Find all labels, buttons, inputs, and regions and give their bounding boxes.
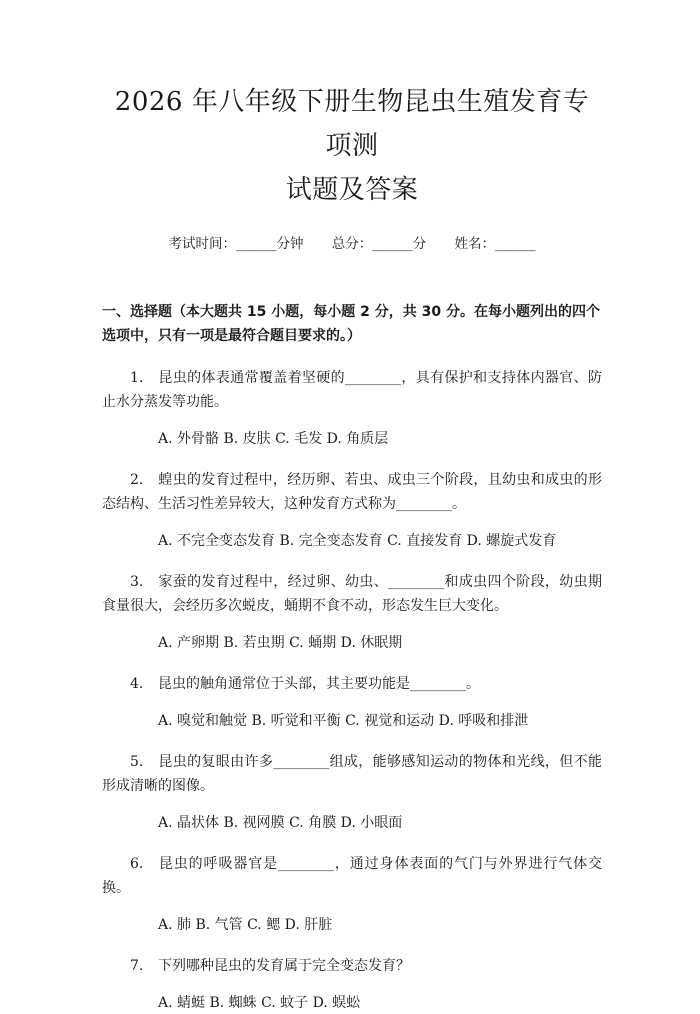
question-number: 1. (130, 370, 144, 386)
question-stem: 昆虫的呼吸器官是________，通过身体表面的气门与外界进行气体交换。 (102, 856, 602, 896)
exam-meta (102, 234, 602, 254)
question-text (102, 468, 602, 516)
question-stem: 家蚕的发育过程中，经过卵、幼虫、________和成虫四个阶段，幼虫期食量很大，会经历多次蜕皮，蛹期不食不动，形态发生巨大变化。 (102, 574, 602, 614)
question-item (102, 468, 602, 552)
document-title (102, 0, 602, 212)
question-text (102, 954, 602, 978)
question-options: A. 产卵期 B. 若虫期 C. 蛹期 D. 休眠期 (158, 635, 403, 651)
question-text (102, 750, 602, 798)
question-text (102, 852, 602, 900)
question-text (102, 366, 602, 414)
question-number: 6. (130, 856, 144, 872)
question-options: A. 肺 B. 气管 C. 鳃 D. 肝脏 (158, 917, 333, 933)
question-stem: 昆虫的触角通常位于头部，其主要功能是________。 (158, 676, 480, 692)
title-line-1: 2026 年八年级下册生物昆虫生殖发育专项测 (114, 87, 590, 161)
question-number: 5. (130, 754, 144, 770)
question-item (102, 366, 602, 450)
question-item (102, 570, 602, 654)
question-number: 2. (130, 472, 144, 488)
question-number: 4. (130, 676, 144, 692)
section-heading: 一、选择题（本大题共 15 小题，每小题 2 分，共 30 分。在每小题列出的四个选项中，只有一项是最符合题目要求的。） (102, 304, 600, 344)
question-stem: 昆虫的体表通常覆盖着坚硬的________，具有保护和支持体内器官、防止水分蒸发等功能。 (102, 370, 602, 410)
question-options: A. 嗅觉和触觉 B. 听觉和平衡 C. 视觉和运动 D. 呼吸和排泄 (158, 713, 529, 729)
question-options: A. 蜻蜓 B. 蜘蛛 C. 蚊子 D. 蜈蚣 (158, 995, 361, 1011)
exam-total-score: 总分：______分 (331, 236, 427, 252)
question-number: 7. (130, 958, 144, 974)
question-list (102, 366, 602, 1014)
student-name: 姓名：______ (454, 236, 536, 252)
question-item (102, 672, 602, 732)
question-item (102, 954, 602, 1014)
question-item (102, 750, 602, 834)
question-text (102, 672, 602, 696)
question-item (102, 852, 602, 936)
question-options: A. 不完全变态发育 B. 完全变态发育 C. 直接发育 D. 螺旋式发育 (158, 533, 557, 549)
title-line-2: 试题及答案 (285, 175, 419, 205)
question-stem: 蝗虫的发育过程中，经历卵、若虫、成虫三个阶段，且幼虫和成虫的形态结构、生活习性差异较大，这种发育方式称为________。 (102, 472, 602, 512)
question-options: A. 晶状体 B. 视网膜 C. 角膜 D. 小眼面 (158, 815, 403, 831)
question-options: A. 外骨骼 B. 皮肤 C. 毛发 D. 角质层 (158, 431, 389, 447)
exam-time: 考试时间：______分钟 (168, 236, 304, 252)
question-number: 3. (130, 574, 144, 590)
question-stem: 昆虫的复眼由许多________组成，能够感知运动的物体和光线，但不能形成清晰的图像。 (102, 754, 602, 794)
question-stem: 下列哪种昆虫的发育属于完全变态发育？ (158, 958, 410, 974)
question-text (102, 570, 602, 618)
